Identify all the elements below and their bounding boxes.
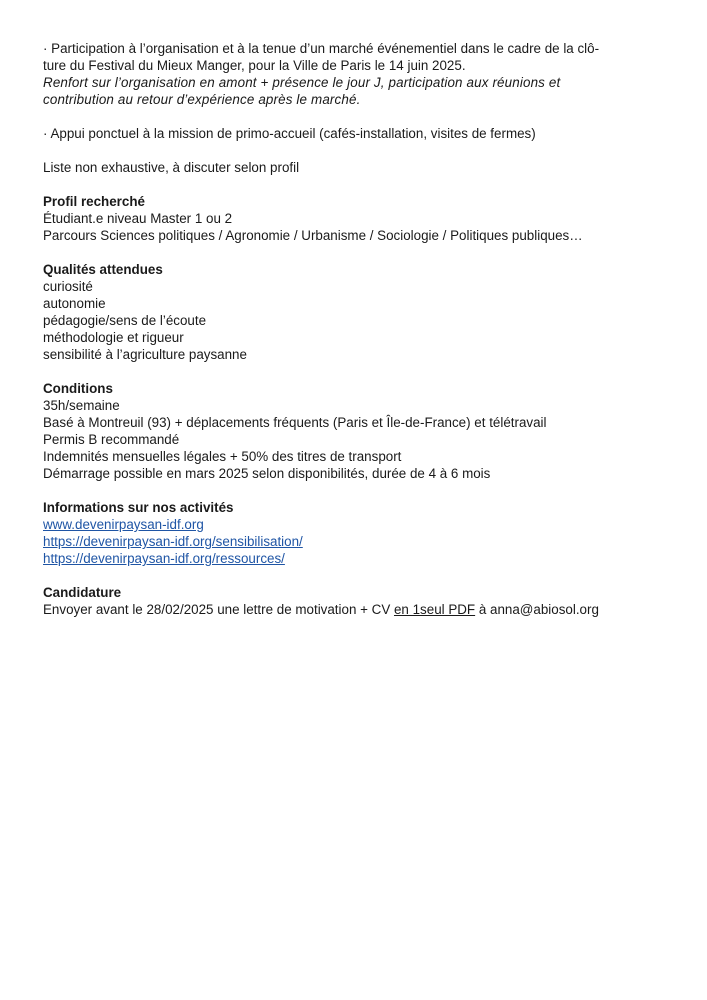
quality-item: méthodologie et rigueur bbox=[43, 330, 184, 345]
info-heading: Informations sur nos activités bbox=[43, 500, 234, 515]
quality-item: sensibilité à l’agriculture paysanne bbox=[43, 347, 247, 362]
application-text bbox=[43, 601, 673, 618]
spacer bbox=[43, 108, 673, 125]
website-link[interactable]: www.devenirpaysan-idf.org bbox=[43, 517, 204, 532]
quality-item: pédagogie/sens de l’écoute bbox=[43, 313, 207, 328]
activity-item-1-detail-line-2: contribution au retour d’expérience après le marché. bbox=[43, 92, 361, 107]
application-text-after: à anna@abiosol.org bbox=[475, 602, 599, 617]
condition-item: Indemnités mensuelles légales + 50% des titres de transport bbox=[43, 449, 402, 464]
conditions-heading: Conditions bbox=[43, 381, 113, 396]
document-page bbox=[43, 40, 673, 618]
activity-item-2: · Appui ponctuel à la mission de primo-accueil (cafés-installation, visites de fermes) bbox=[43, 126, 536, 141]
ressources-link[interactable]: https://devenirpaysan-idf.org/ressources/ bbox=[43, 551, 285, 566]
qualities-heading: Qualités attendues bbox=[43, 262, 163, 277]
spacer bbox=[43, 567, 673, 584]
activity-item-1-line-2: ture du Festival du Mieux Manger, pour la Ville de Paris le 14 juin 2025. bbox=[43, 58, 466, 73]
conditions-section bbox=[43, 380, 673, 482]
profile-line: Étudiant.e niveau Master 1 ou 2 bbox=[43, 211, 233, 226]
activities-section bbox=[43, 40, 673, 176]
profile-section bbox=[43, 193, 673, 244]
quality-item: curiosité bbox=[43, 279, 93, 294]
spacer bbox=[43, 482, 673, 499]
spacer bbox=[43, 244, 673, 261]
condition-item: 35h/semaine bbox=[43, 398, 120, 413]
spacer bbox=[43, 363, 673, 380]
application-heading: Candidature bbox=[43, 585, 122, 600]
quality-item: autonomie bbox=[43, 296, 106, 311]
spacer bbox=[43, 142, 673, 159]
qualities-section bbox=[43, 261, 673, 363]
profile-heading: Profil recherché bbox=[43, 194, 145, 209]
activity-item-1-detail-line-1: Renfort sur l’organisation en amont + présence le jour J, participation aux réunions et bbox=[43, 75, 561, 90]
application-text-underlined: en 1seul PDF bbox=[393, 602, 476, 617]
application-section bbox=[43, 584, 673, 618]
condition-item: Permis B recommandé bbox=[43, 432, 180, 447]
info-section bbox=[43, 499, 673, 567]
activities-note: Liste non exhaustive, à discuter selon profil bbox=[43, 160, 300, 175]
condition-item: Démarrage possible en mars 2025 selon disponibilités, durée de 4 à 6 mois bbox=[43, 466, 491, 481]
sensibilisation-link[interactable]: https://devenirpaysan-idf.org/sensibilisation/ bbox=[43, 534, 303, 549]
activity-item-1-line-1: · Participation à l’organisation et à la tenue d’un marché événementiel dans le cadre de la clô- bbox=[43, 41, 600, 56]
spacer bbox=[43, 176, 673, 193]
condition-item: Basé à Montreuil (93) + déplacements fréquents (Paris et Île-de-France) et télétravail bbox=[43, 415, 547, 430]
profile-line: Parcours Sciences politiques / Agronomie / Urbanisme / Sociologie / Politiques publiques… bbox=[43, 228, 583, 243]
application-text-before: Envoyer avant le 28/02/2025 une lettre de motivation + CV bbox=[43, 602, 394, 617]
